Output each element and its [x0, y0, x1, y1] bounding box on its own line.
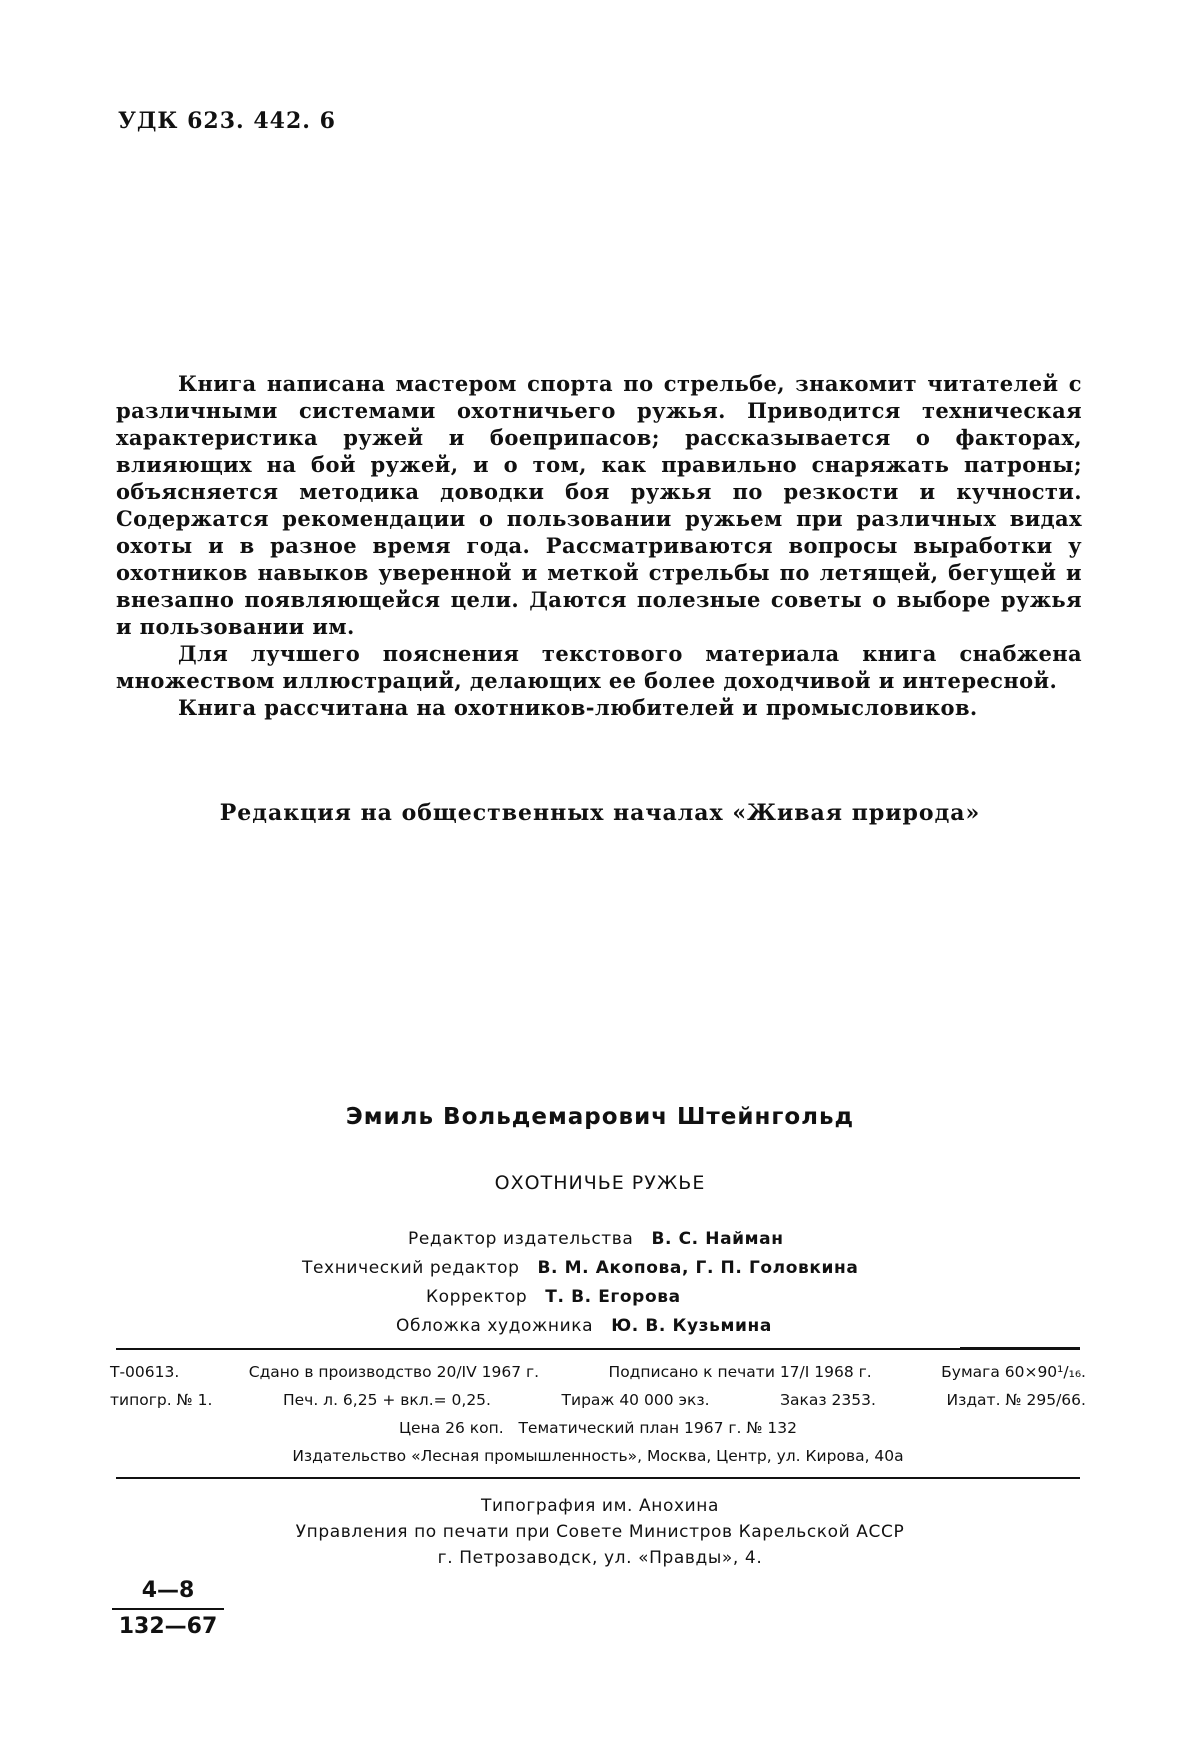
staff-row-editor [0, 1225, 1200, 1254]
book-title: ОХОТНИЧЬЕ РУЖЬЕ [494, 1172, 706, 1194]
staff-row-corrector [0, 1283, 1200, 1312]
catalog-code-denominator: 132—67 [118, 1614, 218, 1639]
imprint-field: Заказ 2353. [780, 1391, 876, 1409]
printing-house [0, 1493, 1200, 1571]
staff-name: Ю. В. Кузьмина [611, 1316, 772, 1336]
staff-name: Т. В. Егорова [545, 1287, 681, 1307]
staff-role: Технический редактор [302, 1258, 520, 1278]
udk-code: УДК 623. 442. 6 [118, 108, 336, 134]
imprint-field: Печ. л. 6,25 + вкл.= 0,25. [282, 1391, 491, 1409]
fraction-bar [112, 1608, 224, 1610]
editorial-note: Редакция на общественных началах «Живая природа» [219, 800, 981, 826]
printing-house-line-2: Управления по печати при Совете Министров Карельской АССР [295, 1522, 905, 1542]
staff-row-cover [0, 1312, 1200, 1341]
imprint-field: Тираж 40 000 экз. [561, 1391, 710, 1409]
imprint-line-4: Издательство «Лесная промышленность», Москва, Центр, ул. Кирова, 40а [292, 1447, 904, 1465]
imprint [110, 1358, 1086, 1470]
staff-role: Корректор [426, 1287, 528, 1307]
imprint-line-2 [110, 1386, 1086, 1414]
divider-top [116, 1348, 1080, 1350]
annotation-paragraph-2: Для лучшего пояснения текстового материала книга снабжена множеством иллюстраций, делающих ее более доходчивой и интересной. [116, 641, 1082, 693]
divider-bottom [116, 1477, 1080, 1479]
staff-credits [0, 1225, 1200, 1341]
imprint-field: Т-00613. [110, 1363, 180, 1381]
staff-name: В. С. Найман [651, 1229, 784, 1249]
staff-row-tech-editor [0, 1254, 1200, 1283]
printing-house-line-3: г. Петрозаводск, ул. «Правды», 4. [437, 1548, 763, 1568]
staff-role: Обложка художника [396, 1316, 594, 1336]
catalog-code [112, 1576, 224, 1642]
imprint-field: Сдано в производство 20/IV 1967 г. [248, 1363, 540, 1381]
imprint-line-1 [110, 1358, 1086, 1386]
annotation-paragraph-3: Книга рассчитана на охотников-любителей и промысловиков. [178, 695, 978, 720]
imprint-field: Бумага 60×90¹/₁₆. [941, 1363, 1086, 1381]
imprint-field: типогр. № 1. [110, 1391, 213, 1409]
staff-role: Редактор издательства [408, 1229, 634, 1249]
staff-name: В. М. Акопова, Г. П. Головкина [537, 1258, 859, 1278]
author-name: Эмиль Вольдемарович Штейнгольд [345, 1104, 855, 1130]
annotation [116, 370, 1082, 721]
printing-house-line-1: Типография им. Анохина [481, 1496, 719, 1516]
imprint-field: Издат. № 295/66. [946, 1391, 1086, 1409]
imprint-field: Подписано к печати 17/I 1968 г. [608, 1363, 872, 1381]
catalog-code-numerator: 4—8 [141, 1578, 195, 1603]
annotation-paragraph-1: Книга написана мастером спорта по стрельбе, знакомит читателей с различными системами охотничьего ружья. Приводится техническая характеристика ружей и боеприпасов; рассказывается о факторах, влияющих на бой ружей, и о том, как правильно снаряжать патроны; объясняется методика доводки боя ружья по резкости и кучности. Содержатся рекомендации о пользовании ружьем при различных видах охоты и в разное время года. Рассматриваются вопросы выработки у охотников навыков уверенной и меткой стрельбы по летящей, бегущей и внезапно появляющейся цели. Даются полезные советы о выборе ружья и пользовании им. [116, 371, 1082, 639]
imprint-line-3: Цена 26 коп. Тематический план 1967 г. № 132 [398, 1419, 798, 1437]
